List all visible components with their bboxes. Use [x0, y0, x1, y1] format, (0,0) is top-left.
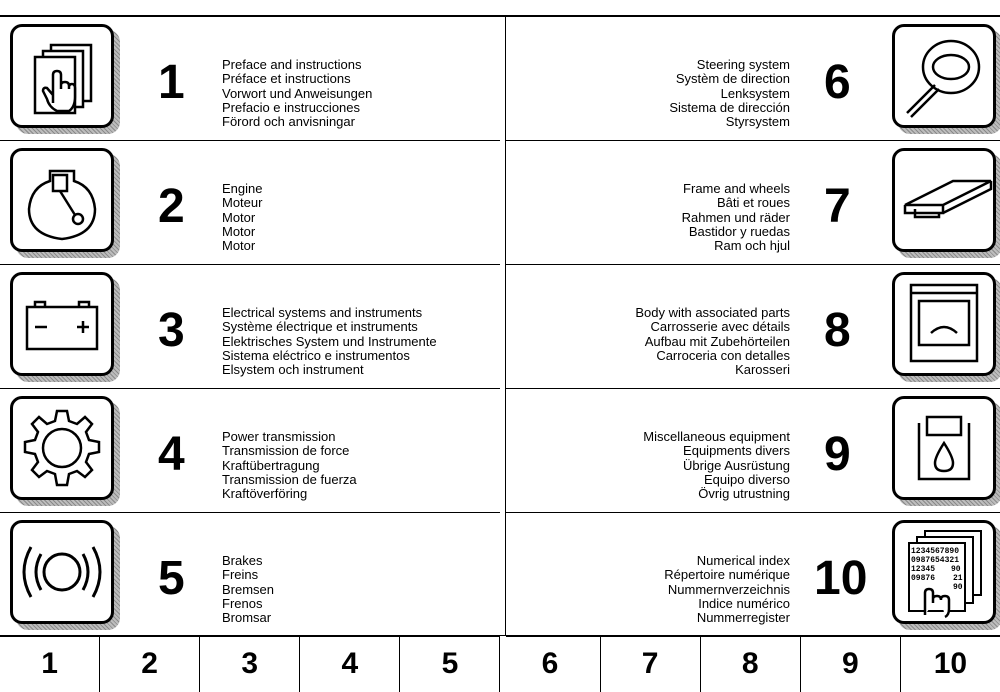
- frame-icon: [892, 148, 996, 252]
- title-de: Übrige Ausrüstung: [683, 457, 790, 473]
- title-es: Carroceria con detalles: [656, 347, 790, 363]
- oil-tank-icon: [892, 396, 996, 500]
- title-de: Bremsen: [222, 581, 275, 597]
- title-es: Indice numérico: [698, 595, 790, 611]
- section-titles: [222, 554, 274, 625]
- title-de: Lenksystem: [720, 85, 790, 101]
- title-fr: Freins: [222, 567, 259, 583]
- title-sv: Förord och anvisningar: [222, 114, 355, 130]
- title-en: Numerical index: [696, 553, 790, 568]
- section-titles: [222, 306, 437, 377]
- gear-icon: [10, 396, 114, 500]
- section-number: 5: [158, 552, 185, 605]
- tab-6[interactable]: 6: [500, 636, 600, 692]
- title-fr: Répertoire numérique: [664, 567, 790, 583]
- tab-1[interactable]: 1: [0, 636, 100, 692]
- title-sv: Karosseri: [735, 362, 790, 378]
- title-fr: Bâti et roues: [717, 195, 790, 211]
- index-icon-line-5: 09876: [911, 574, 936, 583]
- title-es: Motor: [222, 223, 256, 239]
- tab-9[interactable]: 9: [801, 636, 901, 692]
- section-titles: [222, 430, 357, 501]
- title-sv: Elsystem och instrument: [222, 362, 364, 378]
- title-es: Sistema de dirección: [669, 99, 790, 115]
- tab-5[interactable]: 5: [400, 636, 500, 692]
- section-number: 1: [158, 56, 185, 109]
- title-sv: Bromsar: [222, 610, 272, 626]
- section-row-9[interactable]: [506, 389, 1000, 513]
- tab-4[interactable]: 4: [300, 636, 400, 692]
- index-icon-line-1: 1234567890: [911, 547, 960, 556]
- title-en: Frame and wheels: [683, 181, 790, 196]
- title-es: Frenos: [222, 595, 263, 611]
- index-icon-line-4: 90: [951, 565, 961, 574]
- title-fr: Carrosserie avec détails: [650, 319, 790, 335]
- title-es: Transmission de fuerza: [222, 471, 357, 487]
- section-number: 6: [824, 56, 851, 109]
- section-number: 8: [824, 304, 851, 357]
- section-row-6[interactable]: [506, 17, 1000, 141]
- section-titles: [222, 182, 262, 253]
- section-row-4[interactable]: [0, 389, 500, 513]
- section-number: 10: [814, 552, 868, 605]
- tab-3[interactable]: 3: [200, 636, 300, 692]
- title-sv: Ram och hjul: [714, 238, 790, 254]
- title-sv: Kraftöverföring: [222, 486, 308, 502]
- title-en: Engine: [222, 181, 263, 196]
- title-de: Vorwort und Anweisungen: [222, 85, 373, 101]
- section-row-10[interactable]: [506, 513, 1000, 637]
- title-es: Sistema eléctrico e instrumentos: [222, 347, 410, 363]
- section-titles: [664, 554, 790, 625]
- section-row-8[interactable]: [506, 265, 1000, 389]
- title-de: Elektrisches System und Instrumente: [222, 333, 437, 349]
- title-de: Nummernverzeichnis: [667, 581, 790, 597]
- index-icon-line-6: 21: [953, 574, 963, 583]
- section-row-1[interactable]: [0, 17, 500, 141]
- numeric-index-icon: [892, 520, 996, 624]
- title-de: Aufbau mit Zubehörteilen: [644, 333, 790, 349]
- title-en: Steering system: [696, 57, 790, 72]
- section-row-7[interactable]: [506, 141, 1000, 265]
- title-es: Bastidor y ruedas: [688, 223, 790, 239]
- section-titles: [682, 182, 790, 253]
- title-de: Kraftübertragung: [222, 457, 320, 473]
- title-fr: Préface et instructions: [222, 71, 351, 87]
- right-column: [506, 17, 1000, 637]
- section-tab-bar: [0, 635, 1000, 692]
- index-icon-line-2: 0987654321: [911, 556, 960, 565]
- section-row-3[interactable]: [0, 265, 500, 389]
- document-hand-icon: [10, 24, 114, 128]
- title-en: Power transmission: [222, 429, 336, 444]
- steering-wheel-icon: [892, 24, 996, 128]
- title-fr: Système électrique et instruments: [222, 319, 418, 335]
- battery-icon: [10, 272, 114, 376]
- section-number: 3: [158, 304, 185, 357]
- index-icon-line-3: 12345: [911, 565, 936, 574]
- title-en: Miscellaneous equipment: [643, 429, 790, 444]
- section-titles: [635, 306, 790, 377]
- section-number: 2: [158, 180, 185, 233]
- index-icon-line-7: 90: [953, 583, 963, 592]
- section-number: 4: [158, 428, 185, 481]
- section-titles: [643, 430, 790, 501]
- tab-2[interactable]: 2: [100, 636, 200, 692]
- title-de: Motor: [222, 209, 256, 225]
- title-fr: Transmission de force: [222, 443, 350, 459]
- section-number: 9: [824, 428, 851, 481]
- title-sv: Nummerregister: [696, 610, 790, 626]
- title-en: Preface and instructions: [222, 57, 362, 72]
- title-fr: Moteur: [222, 195, 263, 211]
- title-fr: Equipments divers: [683, 443, 790, 459]
- title-en: Brakes: [222, 553, 263, 568]
- tab-8[interactable]: 8: [701, 636, 801, 692]
- engine-gauge-icon: [10, 148, 114, 252]
- title-es: Equipo diverso: [704, 471, 790, 487]
- center-divider: [505, 15, 506, 635]
- brake-icon: [10, 520, 114, 624]
- section-index-grid: [0, 15, 1000, 635]
- section-number: 7: [824, 180, 851, 233]
- tab-10[interactable]: 10: [933, 647, 968, 680]
- tab-7[interactable]: 7: [601, 636, 701, 692]
- title-en: Electrical systems and instruments: [222, 305, 423, 320]
- title-en: Body with associated parts: [635, 305, 790, 320]
- title-sv: Styrsystem: [725, 114, 790, 130]
- title-es: Prefacio e instrucciones: [222, 99, 361, 115]
- section-row-2[interactable]: [0, 141, 500, 265]
- title-sv: Motor: [222, 238, 256, 254]
- section-titles: [222, 58, 372, 129]
- section-titles: [669, 58, 790, 129]
- title-sv: Övrig utrustning: [698, 486, 790, 502]
- left-column: [0, 17, 500, 637]
- cab-icon: [892, 272, 996, 376]
- title-fr: Systèm de direction: [675, 71, 790, 87]
- section-row-5[interactable]: [0, 513, 500, 637]
- title-de: Rahmen und räder: [681, 209, 790, 225]
